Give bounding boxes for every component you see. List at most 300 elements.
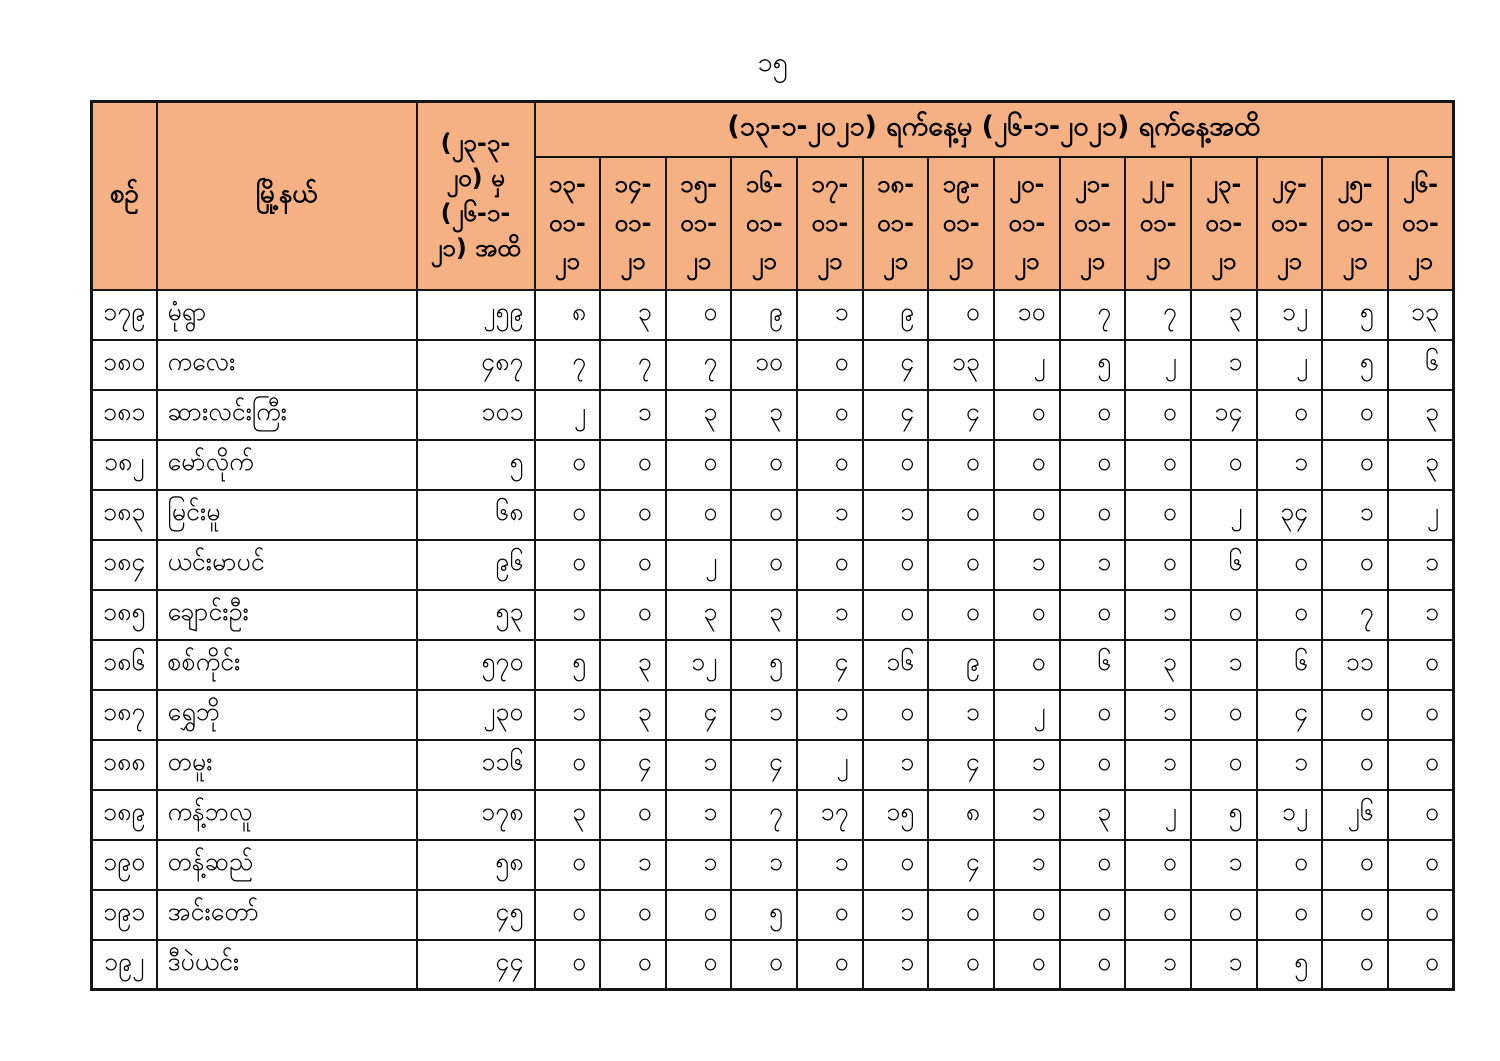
cell-serial: ၁၈၆ [92, 640, 157, 690]
cell-daily-count: ၁၃ [928, 340, 994, 390]
cell-daily-count: ၀ [600, 790, 666, 840]
cell-serial: ၁၉၀ [92, 840, 157, 890]
cell-daily-count: ၀ [666, 490, 732, 540]
cell-serial: ၁၉၁ [92, 890, 157, 940]
cell-daily-count: ၀ [1060, 890, 1126, 940]
cell-daily-count: ၅ [1322, 290, 1388, 340]
cell-daily-count: ၁ [797, 490, 863, 540]
cell-daily-count: ၀ [863, 590, 929, 640]
cell-daily-count: ၀ [1191, 690, 1257, 740]
cell-daily-count: ၀ [1191, 440, 1257, 490]
cell-daily-count: ၀ [863, 440, 929, 490]
date-line-month: ၀၁- [1008, 208, 1046, 237]
cell-daily-count: ၀ [666, 290, 732, 340]
cell-cumulative-total: ၂၅၉ [417, 290, 535, 340]
cell-cumulative-total: ၅၃ [417, 590, 535, 640]
date-line-day: ၂၆- [1402, 170, 1439, 199]
cell-daily-count: ၀ [1125, 490, 1191, 540]
table-row [92, 690, 1454, 740]
table-row [92, 590, 1454, 640]
cell-daily-count: ၁ [1125, 740, 1191, 790]
cell-township-name: ရွှေဘို [157, 690, 417, 740]
date-line-year: ၂၁ [1014, 247, 1040, 276]
cell-daily-count: ၁ [1125, 590, 1191, 640]
cell-daily-count: ၀ [1191, 740, 1257, 790]
date-line-year: ၂၁ [1276, 247, 1303, 276]
header-cumulative-line-1: (၂၃-၃- [440, 129, 511, 158]
cell-daily-count: ၁ [1388, 540, 1454, 590]
header-township: မြို့နယ် [157, 102, 417, 290]
date-line-year: ၂၁ [1211, 247, 1237, 276]
cell-daily-count: ၁ [1388, 590, 1454, 640]
table-body [92, 290, 1454, 990]
cell-township-name: ယင်းမာပင် [157, 540, 417, 590]
cell-daily-count: ၃ [666, 590, 732, 640]
cell-daily-count: ၉ [731, 290, 797, 340]
header-date-column [1388, 157, 1454, 290]
cell-daily-count: ၈ [535, 290, 601, 340]
date-line-day: ၂၂- [1141, 170, 1175, 199]
cell-cumulative-total: ၉၆ [417, 540, 535, 590]
cell-daily-count: ၃ [1060, 790, 1126, 840]
cell-daily-count: ၀ [535, 440, 601, 490]
cell-daily-count: ၁၄ [1191, 390, 1257, 440]
date-line-day: ၁၆- [745, 170, 783, 199]
cell-serial: ၁၈၀ [92, 340, 157, 390]
cell-daily-count: ၀ [1322, 890, 1388, 940]
cell-daily-count: ၀ [1125, 840, 1191, 890]
cell-daily-count: ၀ [863, 840, 929, 890]
cell-daily-count: ၀ [928, 940, 994, 990]
cell-daily-count: ၁၇ [797, 790, 863, 840]
cell-daily-count: ၀ [928, 590, 994, 640]
cell-daily-count: ၀ [600, 890, 666, 940]
date-line-year: ၂၁ [685, 247, 712, 276]
header-date-column [1191, 157, 1257, 290]
cell-daily-count: ၀ [600, 440, 666, 490]
date-line-month: ၀၁- [1270, 208, 1308, 237]
cell-township-name: ကန့်ဘလူ [157, 790, 417, 840]
cell-township-name: တမူး [157, 740, 417, 790]
date-line-day: ၁၃- [548, 170, 586, 199]
cell-daily-count: ၀ [1060, 690, 1126, 740]
cell-daily-count: ၁ [600, 390, 666, 440]
cell-daily-count: ၀ [535, 540, 601, 590]
cell-daily-count: ၀ [1191, 590, 1257, 640]
cell-daily-count: ၁ [863, 940, 929, 990]
cell-daily-count: ၀ [1125, 540, 1191, 590]
cell-daily-count: ၂ [994, 340, 1060, 390]
cell-daily-count: ၀ [1060, 840, 1126, 890]
header-date-column [994, 157, 1060, 290]
cell-daily-count: ၀ [1388, 740, 1454, 790]
table-row [92, 390, 1454, 440]
cell-daily-count: ၁ [797, 590, 863, 640]
cell-daily-count: ၀ [1322, 740, 1388, 790]
date-line-day: ၁၈- [876, 170, 915, 199]
cell-serial: ၁၉၂ [92, 940, 157, 990]
cell-daily-count: ၃ [731, 390, 797, 440]
table-row [92, 540, 1454, 590]
township-daily-cases-table [90, 100, 1455, 991]
cell-daily-count: ၀ [994, 640, 1060, 690]
cell-daily-count: ၀ [1388, 840, 1454, 890]
cell-daily-count: ၃ [1125, 640, 1191, 690]
date-line-day: ၂၀- [1009, 170, 1045, 199]
cell-daily-count: ၀ [1257, 590, 1323, 640]
header-date-column [535, 157, 601, 290]
header-serial-no: စဉ် [92, 102, 157, 290]
cell-daily-count: ၁ [600, 840, 666, 890]
cell-daily-count: ၀ [600, 490, 666, 540]
cell-daily-count: ၂ [797, 740, 863, 790]
cell-daily-count: ၀ [797, 390, 863, 440]
cell-daily-count: ၂ [1257, 340, 1323, 390]
table-row [92, 490, 1454, 540]
date-line-month: ၀၁- [1073, 208, 1111, 237]
cell-daily-count: ၄ [863, 390, 929, 440]
header-date-column [600, 157, 666, 290]
page-number: ၁၅ [757, 47, 788, 78]
date-line-month: ၀၁- [1205, 208, 1243, 237]
cell-daily-count: ၃ [731, 590, 797, 640]
cell-daily-count: ၀ [1060, 740, 1126, 790]
cell-daily-count: ၈ [928, 790, 994, 840]
cell-daily-count: ၀ [666, 890, 732, 940]
cell-daily-count: ၂ [1388, 490, 1454, 540]
cell-daily-count: ၀ [535, 890, 601, 940]
date-line-year: ၂၁ [1145, 247, 1171, 276]
cell-daily-count: ၁ [666, 840, 732, 890]
cell-daily-count: ၀ [1388, 940, 1454, 990]
header-cumulative-line-4: ၂၁) အထိ [430, 233, 521, 262]
cell-daily-count: ၁ [731, 690, 797, 740]
cell-daily-count: ၄ [928, 740, 994, 790]
cell-daily-count: ၁၆ [863, 640, 929, 690]
cell-daily-count: ၀ [1257, 540, 1323, 590]
header-date-column [928, 157, 994, 290]
cell-daily-count: ၁ [1257, 740, 1323, 790]
cell-daily-count: ၀ [1388, 640, 1454, 690]
cell-daily-count: ၁ [863, 740, 929, 790]
header-cumulative-line-2: ၂၀) မှ [446, 163, 505, 192]
cell-daily-count: ၀ [1322, 940, 1388, 990]
cell-cumulative-total: ၆၈ [417, 490, 535, 540]
cell-cumulative-total: ၄၄ [417, 940, 535, 990]
cell-daily-count: ၀ [797, 890, 863, 940]
cell-daily-count: ၀ [1322, 690, 1388, 740]
cell-daily-count: ၁၂ [666, 640, 732, 690]
cell-daily-count: ၀ [535, 490, 601, 540]
cell-daily-count: ၀ [731, 540, 797, 590]
table-row [92, 290, 1454, 340]
cell-daily-count: ၀ [863, 540, 929, 590]
cell-cumulative-total: ၁၀၁ [417, 390, 535, 440]
cell-daily-count: ၀ [928, 490, 994, 540]
cell-daily-count: ၀ [1060, 940, 1126, 990]
header-date-range-span: (၁၃-၁-၂၀၂၁) ရက်နေ့မှ (၂၆-၁-၂၀၂၁) ရက်နေ့အထိ [535, 102, 1454, 157]
header-date-column [863, 157, 929, 290]
cell-daily-count: ၇ [1060, 290, 1126, 340]
cell-daily-count: ၂၆ [1322, 790, 1388, 840]
cell-daily-count: ၄ [666, 690, 732, 740]
cell-daily-count: ၄ [1257, 690, 1323, 740]
cell-daily-count: ၃ [1388, 440, 1454, 490]
cell-daily-count: ၅ [731, 890, 797, 940]
cell-cumulative-total: ၁၁၆ [417, 740, 535, 790]
cell-daily-count: ၁ [1322, 490, 1388, 540]
cell-daily-count: ၀ [1388, 690, 1454, 740]
cell-daily-count: ၁ [535, 590, 601, 640]
date-line-day: ၂၄- [1271, 170, 1307, 199]
date-line-day: ၁၇- [811, 170, 849, 199]
cell-daily-count: ၀ [666, 440, 732, 490]
cell-daily-count: ၀ [535, 840, 601, 890]
cell-daily-count: ၄ [928, 390, 994, 440]
cell-daily-count: ၁ [1191, 940, 1257, 990]
cell-daily-count: ၁ [994, 840, 1060, 890]
cell-daily-count: ၀ [797, 340, 863, 390]
cell-township-name: ဒီပဲယင်း [157, 940, 417, 990]
date-line-year: ၂၁ [817, 247, 843, 276]
cell-daily-count: ၁ [1060, 540, 1126, 590]
cell-township-name: မုံရွာ [157, 290, 417, 340]
cell-daily-count: ၄ [731, 740, 797, 790]
cell-daily-count: ၃ [1388, 390, 1454, 440]
header-cumulative-line-3: (၂၆-၁- [440, 198, 511, 227]
cell-daily-count: ၀ [863, 690, 929, 740]
cell-daily-count: ၆ [1191, 540, 1257, 590]
date-line-year: ၂၁ [882, 247, 909, 276]
cell-daily-count: ၅ [1257, 940, 1323, 990]
cell-daily-count: ၁ [666, 740, 732, 790]
date-line-day: ၂၃- [1206, 170, 1242, 199]
cell-township-name: ချောင်းဦး [157, 590, 417, 640]
cell-daily-count: ၄ [600, 740, 666, 790]
cell-daily-count: ၅ [1322, 340, 1388, 390]
date-line-year: ၂၁ [554, 247, 580, 276]
table-row [92, 340, 1454, 390]
cell-daily-count: ၁၂ [1257, 790, 1323, 840]
cell-daily-count: ၁ [863, 890, 929, 940]
cell-daily-count: ၁၀ [994, 290, 1060, 340]
cell-daily-count: ၀ [994, 490, 1060, 540]
cell-township-name: မော်လိုက် [157, 440, 417, 490]
cell-daily-count: ၀ [1191, 890, 1257, 940]
cell-serial: ၁၈၈ [92, 740, 157, 790]
cell-daily-count: ၀ [535, 940, 601, 990]
cell-daily-count: ၁ [1125, 690, 1191, 740]
cell-daily-count: ၀ [535, 740, 601, 790]
table-row [92, 890, 1454, 940]
cell-daily-count: ၅ [1060, 340, 1126, 390]
cell-daily-count: ၀ [994, 390, 1060, 440]
cell-daily-count: ၀ [600, 940, 666, 990]
cell-daily-count: ၀ [928, 290, 994, 340]
table-row [92, 640, 1454, 690]
cell-serial: ၁၇၉ [92, 290, 157, 340]
cell-daily-count: ၀ [1060, 440, 1126, 490]
cell-daily-count: ၂ [994, 690, 1060, 740]
cell-daily-count: ၁ [1257, 440, 1323, 490]
cell-daily-count: ၀ [1125, 390, 1191, 440]
cell-daily-count: ၁ [731, 840, 797, 890]
cell-daily-count: ၀ [1060, 590, 1126, 640]
cell-serial: ၁၈၃ [92, 490, 157, 540]
date-line-day: ၂၅- [1337, 170, 1373, 199]
cell-daily-count: ၅ [731, 640, 797, 690]
cell-township-name: ကလေး [157, 340, 417, 390]
cell-daily-count: ၀ [797, 440, 863, 490]
cell-daily-count: ၀ [1388, 790, 1454, 840]
header-top-row [92, 102, 1454, 157]
date-line-month: ၀၁- [614, 208, 652, 237]
cell-daily-count: ၀ [1322, 390, 1388, 440]
cell-daily-count: ၁ [994, 540, 1060, 590]
cell-daily-count: ၃ [666, 390, 732, 440]
cell-daily-count: ၂ [1125, 790, 1191, 840]
cell-daily-count: ၂ [535, 390, 601, 440]
cell-daily-count: ၀ [731, 490, 797, 540]
cell-daily-count: ၁ [863, 490, 929, 540]
cell-daily-count: ၀ [600, 590, 666, 640]
date-line-day: ၂၁- [1074, 170, 1111, 199]
cell-daily-count: ၀ [1322, 440, 1388, 490]
cell-township-name: စစ်ကိုင်း [157, 640, 417, 690]
cell-daily-count: ၀ [1257, 390, 1323, 440]
cell-daily-count: ၀ [928, 440, 994, 490]
date-line-year: ၂၁ [1079, 247, 1106, 276]
date-line-month: ၀၁- [548, 208, 586, 237]
cell-daily-count: ၀ [731, 440, 797, 490]
cell-cumulative-total: ၅၇၀ [417, 640, 535, 690]
date-line-year: ၂၁ [948, 247, 974, 276]
cell-daily-count: ၀ [994, 440, 1060, 490]
cell-township-name: အင်းတော် [157, 890, 417, 940]
cell-daily-count: ၀ [994, 940, 1060, 990]
cell-daily-count: ၇ [535, 340, 601, 390]
cell-daily-count: ၀ [1060, 490, 1126, 540]
cell-cumulative-total: ၄၈၇ [417, 340, 535, 390]
header-date-column [797, 157, 863, 290]
date-line-month: ၀၁- [1336, 208, 1374, 237]
cell-daily-count: ၂ [666, 540, 732, 590]
date-line-day: ၁၅- [680, 170, 718, 199]
cell-serial: ၁၈၅ [92, 590, 157, 640]
date-line-month: ၀၁- [1401, 208, 1439, 237]
cell-cumulative-total: ၅၈ [417, 840, 535, 890]
cell-cumulative-total: ၂၃၀ [417, 690, 535, 740]
cell-daily-count: ၁ [928, 690, 994, 740]
cell-daily-count: ၃ [600, 690, 666, 740]
cell-daily-count: ၆ [1257, 640, 1323, 690]
cell-daily-count: ၁ [666, 790, 732, 840]
cell-daily-count: ၄ [797, 640, 863, 690]
cell-daily-count: ၆ [1060, 640, 1126, 690]
cell-daily-count: ၃ [1191, 290, 1257, 340]
table-row [92, 790, 1454, 840]
cell-cumulative-total: ၄၅ [417, 890, 535, 940]
cell-serial: ၁၈၉ [92, 790, 157, 840]
date-line-day: ၁၉- [942, 170, 980, 199]
cell-daily-count: ၁ [994, 790, 1060, 840]
date-line-year: ၂၁ [1407, 247, 1434, 276]
cell-daily-count: ၀ [928, 540, 994, 590]
cell-daily-count: ၁၅ [863, 790, 929, 840]
header-date-column [666, 157, 732, 290]
cell-cumulative-total: ၅ [417, 440, 535, 490]
date-line-month: ၀၁- [942, 208, 980, 237]
cell-daily-count: ၁ [1125, 940, 1191, 990]
cell-daily-count: ၀ [1257, 840, 1323, 890]
cell-daily-count: ၀ [1125, 890, 1191, 940]
header-date-column [1322, 157, 1388, 290]
cell-daily-count: ၁ [994, 740, 1060, 790]
cell-daily-count: ၀ [731, 940, 797, 990]
cell-daily-count: ၀ [1322, 540, 1388, 590]
cell-daily-count: ၁ [797, 290, 863, 340]
date-line-month: ၀၁- [877, 208, 914, 237]
cell-daily-count: ၃ [535, 790, 601, 840]
cell-daily-count: ၇ [1322, 590, 1388, 640]
date-line-month: ၀၁- [1139, 208, 1177, 237]
cell-daily-count: ၅ [535, 640, 601, 690]
cell-daily-count: ၀ [1125, 440, 1191, 490]
cell-daily-count: ၄ [928, 840, 994, 890]
cell-daily-count: ၃၄ [1257, 490, 1323, 540]
cell-daily-count: ၇ [666, 340, 732, 390]
date-line-year: ၂၁ [1342, 247, 1368, 276]
cell-daily-count: ၀ [994, 890, 1060, 940]
header-date-column [1060, 157, 1126, 290]
cell-daily-count: ၀ [928, 890, 994, 940]
header-cumulative-period [417, 102, 535, 290]
cell-township-name: မြင်းမူ [157, 490, 417, 540]
cell-daily-count: ၁ [1191, 340, 1257, 390]
cell-cumulative-total: ၁၇၈ [417, 790, 535, 840]
cell-daily-count: ၁၃ [1388, 290, 1454, 340]
cell-serial: ၁၈၁ [92, 390, 157, 440]
date-line-year: ၂၁ [751, 247, 777, 276]
cell-daily-count: ၇ [600, 340, 666, 390]
cell-daily-count: ၀ [600, 540, 666, 590]
cell-daily-count: ၁၀ [731, 340, 797, 390]
cell-serial: ၁၈၇ [92, 690, 157, 740]
cell-daily-count: ၁ [797, 690, 863, 740]
cell-daily-count: ၂ [1125, 340, 1191, 390]
cell-daily-count: ၄ [863, 340, 929, 390]
cell-daily-count: ၁ [1191, 840, 1257, 890]
cell-township-name: ဆားလင်းကြီး [157, 390, 417, 440]
cell-daily-count: ၀ [994, 590, 1060, 640]
cell-serial: ၁၈၄ [92, 540, 157, 590]
cell-daily-count: ၁ [797, 840, 863, 890]
date-line-month: ၀၁- [745, 208, 783, 237]
cell-daily-count: ၉ [928, 640, 994, 690]
table-row [92, 740, 1454, 790]
header-date-column [1125, 157, 1191, 290]
cell-daily-count: ၀ [797, 540, 863, 590]
cell-daily-count: ၀ [666, 940, 732, 990]
cell-daily-count: ၁ [1191, 640, 1257, 690]
cell-daily-count: ၇ [731, 790, 797, 840]
header-date-column [1257, 157, 1323, 290]
cell-daily-count: ၃ [600, 640, 666, 690]
date-line-month: ၀၁- [811, 208, 849, 237]
cell-daily-count: ၀ [1060, 390, 1126, 440]
cell-daily-count: ၁၂ [1257, 290, 1323, 340]
cell-daily-count: ၁၁ [1322, 640, 1388, 690]
